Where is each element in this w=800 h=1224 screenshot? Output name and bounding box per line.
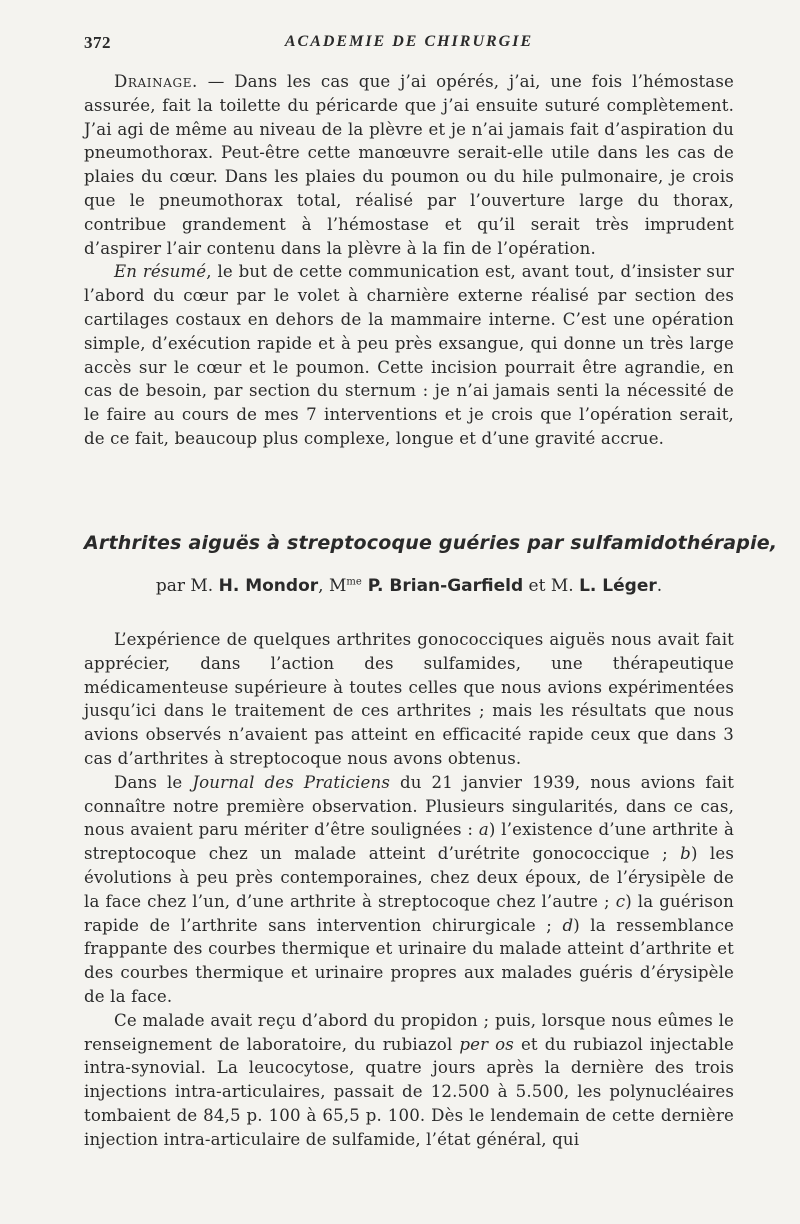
byline-end: . [656, 576, 663, 596]
article-byline [84, 576, 734, 596]
mme-superscript: me [346, 576, 362, 588]
running-header [84, 33, 734, 55]
drainage-text: — Dans les cas que j’ai opérés, j’ai, une fois l’hémostase assurée, fait la toilette du péricarde que j’ai ensuite suturé complètement. J’ai agi de même au niveau de la plèvre et je n’ai jamais fait d’aspiration du pneumothorax. Peut-être cette manœuvre serait-elle utile dans les cas de plaies du cœur. Dans les plaies du poumon ou du hile pulmonaire, je crois que le pneumothorax total, réalisé par l’ouverture large du thorax, contribue grandement à l’hémostase et qu’il serait très imprudent d’aspirer l’air contenu dans la plèvre à la fin de l’opération. [84, 72, 734, 258]
byline-par: par M. [155, 576, 219, 596]
paragraph-intro: L’expérience de quelques arthrites gonococciques aiguës nous avait fait apprécier, dans l’action des sulfamides, une thérapeutique médicamenteuse supérieure à toutes celles que nous avions expérimentées jusqu’ici dans le traitement de ces arthrites ; mais les résultats que nous avions observés n’avaient pas atteint en efficacité rapide ceux que dans 3 cas d’arthrites à streptocoque nous avons obtenus. [84, 630, 734, 768]
observation-text-f: ) la ressemblance frappante des courbes thermique et urinaire du malade atteint d’arthrite et des courbes thermique et urinaire propres aux malades guéris d’érysipèle de la face. [84, 915, 734, 1006]
author-mondor: H. Mondor [218, 576, 319, 596]
observation-text-b: du 21 janvier 1939, nous avions fait connaître notre première observation. Plusieurs singularités, dans ce cas, nous avaient paru mériter d’être soulignées : [84, 772, 735, 840]
section-article-body [84, 628, 734, 1152]
treatment-text-a: Ce malade avait reçu d’abord du propidon ; puis, lorsque nous eûmes le renseignement de laboratoire, du rubiazol [84, 1010, 734, 1054]
summary-heading: En résumé [114, 262, 207, 282]
drainage-heading: Drainage. [114, 72, 198, 91]
item-b-marker: b [680, 844, 691, 864]
page-number: 372 [84, 33, 111, 52]
observation-text-a: Dans le [114, 772, 193, 792]
item-c-marker: c [615, 891, 626, 911]
item-a-marker: a [478, 820, 489, 840]
paragraph-observation [84, 771, 734, 1009]
paragraph-treatment [84, 1009, 734, 1152]
treatment-text-b: et du rubiazol injectable intra-synovial. La leucocytose, quatre jours après la dernière des trois injections intra-articulaires, passait de 12.500 à 5.500, les polynucléaires tombaient de 84,5 p. 100 à 65,5 p. 100. Dès le lendemain de cette dernière injection intra-articulaire de sulfamide, l’état général, qui [84, 1034, 734, 1149]
paragraph-summary [84, 260, 734, 450]
per-os-phrase: per os [459, 1034, 514, 1054]
section-drainage-summary [84, 70, 734, 451]
summary-text: , le but de cette communication est, avant tout, d’insister sur l’abord du cœur par le volet à charnière externe réalisé par section des cartilages costaux en dehors de la mammaire interne. C’est une opération simple, d’exécution rapide et à peu près exsangue, qui donne un très large accès sur le cœur et le poumon. Cette incision pourrait être agrandie, en cas de besoin, par section du sternum : je n’ai jamais senti la nécessité de le faire au cours de mes 7 interventions et je crois que l’opération serait, de ce fait, beaucoup plus complexe, longue et d’une gravité accrue. [84, 262, 734, 448]
observation-text-e: ) la guérison rapide de l’arthrite sans intervention chirurgicale ; [84, 891, 734, 935]
paragraph-drainage [84, 70, 734, 260]
journal-title: ACADEMIE DE CHIRURGIE [284, 33, 534, 50]
author-brian-garfield: P. Brian-Garfield [361, 576, 524, 596]
byline-mme: , M [318, 576, 347, 596]
author-leger: L. Léger [579, 576, 657, 596]
byline-et: et M. [523, 576, 580, 596]
journal-reference: Journal des Praticiens [192, 772, 390, 792]
observation-text-c: ) l’existence d’une arthrite à streptocoque chez un malade atteint d’urétrite gonococcique ; [84, 820, 734, 864]
observation-text-d: ) les évolutions à peu près contemporaines, chez deux époux, de l’érysipèle de la face chez l’un, d’une arthrite à streptocoque chez l’autre ; [84, 844, 734, 911]
item-d-marker: d [562, 915, 574, 935]
article-title: Arthrites aiguës à streptocoque guéries par sulfamidothérapie, [84, 532, 778, 554]
